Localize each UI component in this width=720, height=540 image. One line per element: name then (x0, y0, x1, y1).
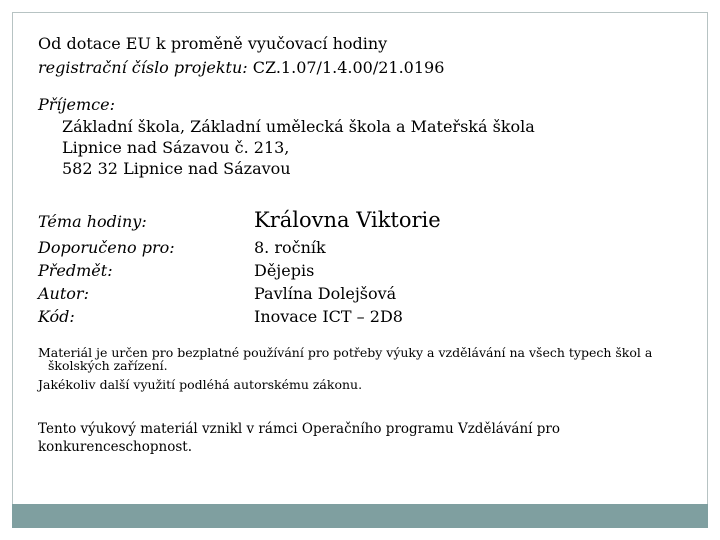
recipient-school-name: Základní škola, Základní umělecká škola a Mateřská škola (62, 117, 535, 136)
topic-value: Královna Viktorie (254, 208, 441, 232)
registration-number: CZ.1.07/1.4.00/21.0196 (247, 58, 445, 77)
lesson-row-subject (38, 259, 688, 282)
footer-band (12, 504, 708, 528)
lesson-row-code (38, 305, 688, 328)
code-value: Inovace ICT – 2D8 (254, 307, 403, 326)
author-label: Autor: (38, 284, 89, 303)
recommended-for-value: 8. ročník (254, 238, 326, 257)
subject-value: Dějepis (254, 261, 315, 280)
funding-notice-line-2: konkurenceschopnost. (38, 439, 192, 455)
lesson-row-topic (38, 206, 688, 236)
title-block (38, 32, 688, 179)
project-title: Od dotace EU k proměně vyučovací hodiny (38, 34, 388, 53)
lesson-row-grade (38, 236, 688, 259)
recipient-address-street: Lipnice nad Sázavou č. 213, (62, 138, 290, 157)
usage-notice (38, 346, 698, 391)
author-value: Pavlína Dolejšová (254, 284, 397, 303)
usage-notice-line-2: školských zařízení. (48, 358, 168, 373)
code-label: Kód: (38, 307, 75, 326)
funding-notice-line-1: Tento výukový materiál vznikl v rámci Operačního programu Vzdělávání pro (38, 421, 561, 437)
registration-line (38, 56, 688, 80)
recipient-address-city: 582 32 Lipnice nad Sázavou (62, 159, 291, 178)
registration-label: registrační číslo projektu: (38, 58, 248, 77)
lesson-row-author (38, 282, 688, 305)
funding-notice (38, 420, 678, 456)
recommended-for-label: Doporučeno pro: (38, 238, 175, 257)
lesson-info (38, 206, 688, 328)
topic-label: Téma hodiny: (38, 212, 147, 231)
subject-label: Předmět: (38, 261, 113, 280)
recipient-label: Příjemce: (38, 95, 115, 114)
copyright-notice: Jakékoliv další využití podléhá autorskému zákonu. (38, 377, 363, 392)
recipient-block (38, 94, 688, 179)
usage-notice-line-1: Materiál je určen pro bezplatné používání pro potřeby výuky a vzdělávání na všech typech škol a (38, 345, 653, 360)
